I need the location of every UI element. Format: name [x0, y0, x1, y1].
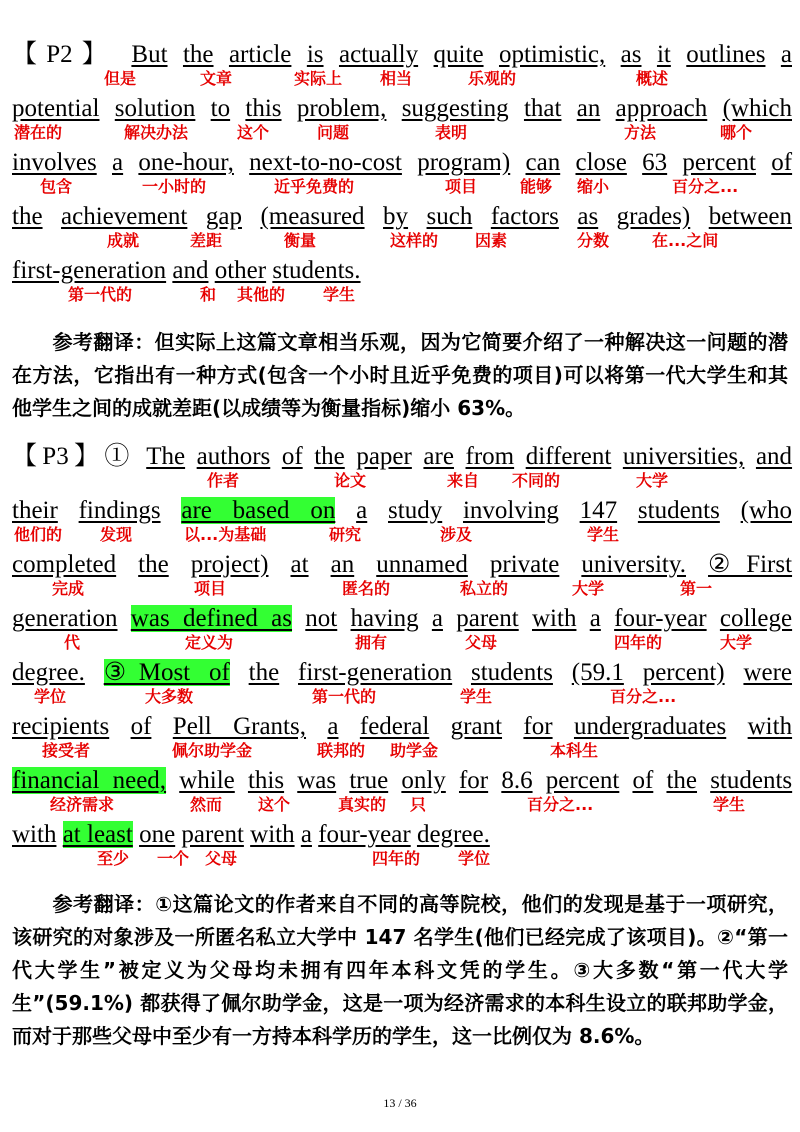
text-line [12, 548, 792, 602]
word: this [245, 95, 282, 122]
word: four-year [614, 605, 707, 632]
gloss: 学生 [323, 285, 356, 304]
text-line [12, 254, 792, 308]
gloss: 这个 [258, 795, 291, 814]
word: parent [181, 821, 244, 848]
gloss: 代 [64, 633, 81, 652]
word: four-year [318, 821, 411, 848]
word: were [743, 659, 793, 686]
english-line [12, 200, 792, 234]
word: students [637, 497, 720, 524]
translation-text: ①这篇论文的作者来自不同的高等院校，他们的发现是基于一项研究，该研究的对象涉及一所匿名私立大学中 147 名学生(他们已经完成了该项目)。②“第一代大学生”被定义为父母均未拥有四年本科文凭的学生。③大多数“第一代大学生”(59.1%) 都获得了佩尔助学金，这是一项为经济需求的本科生设立的联邦助学金，而对于那些父母中至少有一方持本科学历的学生，这一比例仅为 8.6%。 [12, 892, 789, 1048]
gloss: 大学 [572, 579, 605, 598]
word: it [656, 41, 671, 68]
gloss: 学生 [713, 795, 746, 814]
highlighted-phrase: was defined as [130, 605, 293, 632]
gloss: 表明 [435, 123, 468, 142]
highlighted-phrase: at least [62, 821, 133, 848]
word: such [426, 203, 473, 230]
gloss: 因素 [475, 231, 508, 250]
word: the [248, 659, 280, 686]
text-line [12, 656, 792, 710]
gloss-line [12, 230, 792, 252]
word: was [297, 767, 337, 794]
word: true [349, 767, 389, 794]
word: a [300, 821, 312, 848]
gloss: 助学金 [390, 741, 439, 760]
word: for [458, 767, 489, 794]
gloss: 哪个 [720, 123, 753, 142]
gloss: 潜在的 [14, 123, 63, 142]
gloss: 私立的 [460, 579, 509, 598]
gloss: 至少 [97, 849, 130, 868]
word: unnamed [376, 551, 468, 578]
word: Pell Grants, [172, 713, 306, 740]
gloss: 大学 [720, 633, 753, 652]
word: But [131, 41, 168, 68]
word: involves [12, 149, 97, 176]
english-line [12, 92, 792, 126]
highlighted-phrase: are based on [181, 497, 336, 524]
gloss-line [12, 470, 792, 492]
gloss-line [12, 524, 792, 546]
word: findings [78, 497, 161, 524]
paragraph-label: 【P2】 [12, 41, 116, 68]
word: a [780, 41, 792, 68]
word: not [305, 605, 338, 632]
gloss: 大多数 [145, 687, 194, 706]
word: parent [456, 605, 519, 632]
gloss: 本科生 [550, 741, 599, 760]
word: as [620, 41, 642, 68]
gloss: 学位 [34, 687, 67, 706]
gloss: 第一代的 [312, 687, 377, 706]
word: this [247, 767, 285, 794]
gloss: 这个 [237, 123, 270, 142]
word: generation [12, 605, 118, 632]
word: percent) [642, 659, 725, 686]
gloss: 作者 [207, 471, 240, 490]
word: factors [490, 203, 559, 230]
gloss: 项目 [445, 177, 478, 196]
gloss: 百分之... [527, 795, 594, 814]
word: can [525, 149, 561, 176]
gloss: 一小时的 [142, 177, 207, 196]
gloss: 学生 [460, 687, 493, 706]
word: students [710, 767, 793, 794]
english-line [12, 548, 792, 582]
word: actually [338, 41, 419, 68]
gloss-line [12, 122, 792, 144]
word: by [383, 203, 409, 230]
word: an [330, 551, 355, 578]
gloss: 百分之... [672, 177, 739, 196]
gloss: 匿名的 [342, 579, 391, 598]
translation-text: 但实际上这篇文章相当乐观，因为它简要介绍了一种解决这一问题的潜在方法，它指出有一种方式(包含一个小时且近乎免费的项目)可以将第一代大学生和其他学生之间的成就差距(以成绩等为衡量指标)缩小 63%。 [12, 330, 789, 420]
word: having [350, 605, 419, 632]
gloss: 然而 [190, 795, 223, 814]
translation-label: 参考翻译： [52, 330, 155, 354]
gloss: 不同的 [512, 471, 561, 490]
word: with [747, 713, 793, 740]
gloss: 拥有 [355, 633, 388, 652]
word: 147 [579, 497, 618, 524]
word: the [182, 41, 214, 68]
word: ②First [708, 551, 793, 578]
word: first-generation [298, 659, 453, 686]
text-line [12, 146, 792, 200]
gloss: 问题 [317, 123, 350, 142]
gloss: 经济需求 [50, 795, 115, 814]
gloss: 解决办法 [124, 123, 189, 142]
gloss: 在...之间 [652, 231, 719, 250]
paragraph-label: 【P3】① [12, 443, 135, 470]
word: next-to-no-cost [249, 149, 402, 176]
word: recipients [12, 713, 110, 740]
word: a [431, 605, 443, 632]
gloss: 方法 [624, 123, 657, 142]
gloss-line [12, 176, 792, 198]
text-line [12, 710, 792, 764]
word: quite [433, 41, 484, 68]
highlighted-phrase: ③Most of [103, 659, 230, 686]
english-line [12, 818, 792, 852]
word: undergraduates [573, 713, 727, 740]
translation-label: 参考翻译： [52, 892, 156, 916]
paragraph-p3 [12, 440, 792, 872]
word: students. [272, 257, 361, 284]
word: are [423, 443, 454, 470]
word: potential [12, 95, 100, 122]
gloss: 分数 [577, 231, 610, 250]
gloss: 衡量 [284, 231, 317, 250]
word: that [523, 95, 562, 122]
word: one-hour, [138, 149, 234, 176]
gloss: 成就 [107, 231, 140, 250]
word: close [575, 149, 627, 176]
gloss: 第一代的 [68, 285, 133, 304]
gloss: 研究 [329, 525, 362, 544]
english-line [12, 440, 792, 474]
text-line [12, 200, 792, 254]
gloss: 第一 [680, 579, 713, 598]
english-line [12, 710, 792, 744]
word: completed [12, 551, 117, 578]
gloss: 但是 [104, 69, 137, 88]
word: other [214, 257, 267, 284]
gloss-line [12, 794, 792, 816]
gloss-line [12, 284, 792, 306]
word: of [771, 149, 793, 176]
text-line [12, 764, 792, 818]
word: The [146, 443, 186, 470]
gloss: 父母 [205, 849, 238, 868]
english-line [12, 602, 792, 636]
gloss: 实际上 [294, 69, 343, 88]
word: achievement [61, 203, 188, 230]
word: at [290, 551, 309, 578]
translation-p3 [12, 888, 788, 1053]
gloss: 定义为 [185, 633, 234, 652]
word: universities, [622, 443, 745, 470]
word: only [401, 767, 446, 794]
gloss: 学位 [458, 849, 491, 868]
text-line [12, 494, 792, 548]
word: of [130, 713, 152, 740]
word: degree. [12, 659, 85, 686]
gloss: 以...为基础 [184, 525, 267, 544]
word: (which [722, 95, 792, 122]
text-line [12, 602, 792, 656]
word: university. [581, 551, 686, 578]
gloss-line [12, 686, 792, 708]
word: between [708, 203, 793, 230]
word: program) [417, 149, 511, 176]
gloss: 其他的 [237, 285, 286, 304]
word: a [356, 497, 368, 524]
gloss: 文章 [200, 69, 233, 88]
word: (59.1 [571, 659, 624, 686]
gloss: 四年的 [614, 633, 663, 652]
gloss: 来自 [447, 471, 480, 490]
word: 63 [642, 149, 668, 176]
word: college [719, 605, 793, 632]
word: percent [545, 767, 620, 794]
word: is [306, 41, 324, 68]
word: the [138, 551, 169, 578]
word: problem, [296, 95, 387, 122]
gloss: 只 [410, 795, 427, 814]
gloss-line [12, 740, 792, 762]
word: study [388, 497, 443, 524]
word: (measured [260, 203, 365, 230]
word: 8.6 [501, 767, 533, 794]
gloss-line [12, 68, 792, 90]
gloss: 完成 [52, 579, 85, 598]
word: (who [740, 497, 793, 524]
word: a [327, 713, 339, 740]
word: for [523, 713, 553, 740]
word: with [250, 821, 295, 848]
gloss: 缩小 [577, 177, 610, 196]
english-line [12, 254, 792, 288]
word: percent [682, 149, 756, 176]
gloss: 项目 [194, 579, 227, 598]
word: with [12, 821, 57, 848]
gloss: 相当 [380, 69, 413, 88]
word: involving [462, 497, 559, 524]
gloss: 概述 [636, 69, 669, 88]
word: an [576, 95, 601, 122]
english-line [12, 656, 792, 690]
gloss: 父母 [465, 633, 498, 652]
word: outlines [686, 41, 766, 68]
gloss: 发现 [100, 525, 133, 544]
word: as [577, 203, 599, 230]
gloss: 一个 [157, 849, 190, 868]
gloss: 涉及 [440, 525, 473, 544]
word: gap [205, 203, 242, 230]
gloss-line [12, 578, 792, 600]
english-line [12, 494, 792, 528]
word: students [470, 659, 553, 686]
word: to [210, 95, 231, 122]
word: the [12, 203, 43, 230]
gloss: 能够 [520, 177, 553, 196]
word: private [489, 551, 560, 578]
word: solution [114, 95, 196, 122]
highlighted-phrase: financial need, [12, 767, 167, 794]
word: the [666, 767, 698, 794]
gloss-line [12, 632, 792, 654]
word: suggesting [401, 95, 509, 122]
paragraph-p2 [12, 38, 792, 308]
word: grades) [616, 203, 691, 230]
word: first-generation [12, 257, 167, 284]
gloss: 学生 [587, 525, 620, 544]
gloss: 四年的 [372, 849, 421, 868]
word: optimistic, [498, 41, 606, 68]
word: degree. [416, 821, 490, 848]
word: grant [450, 713, 503, 740]
word: approach [615, 95, 708, 122]
word: the [314, 443, 345, 470]
word: one [139, 821, 176, 848]
gloss: 百分之... [610, 687, 677, 706]
text-line [12, 38, 792, 92]
word: project) [190, 551, 269, 578]
gloss-line [12, 848, 792, 870]
gloss: 这样的 [390, 231, 439, 250]
gloss: 接受者 [42, 741, 91, 760]
word: their [12, 497, 58, 524]
gloss: 佩尔助学金 [172, 741, 253, 760]
english-line [12, 38, 792, 72]
word: a [112, 149, 124, 176]
word: a [589, 605, 601, 632]
word: of [281, 443, 303, 470]
gloss: 论文 [334, 471, 367, 490]
word: with [532, 605, 577, 632]
word: while [179, 767, 235, 794]
english-line [12, 146, 792, 180]
word: article [228, 41, 292, 68]
gloss: 乐观的 [468, 69, 517, 88]
page-number: 13 / 36 [383, 1096, 417, 1110]
word: of [632, 767, 654, 794]
word: paper [356, 443, 412, 470]
gloss: 大学 [636, 471, 669, 490]
word: different [525, 443, 612, 470]
gloss: 联邦的 [317, 741, 366, 760]
english-line [12, 764, 792, 798]
text-line [12, 818, 792, 872]
word: and [755, 443, 793, 470]
gloss: 和 [200, 285, 217, 304]
word: from [465, 443, 515, 470]
gloss: 差距 [190, 231, 223, 250]
gloss: 真实的 [338, 795, 387, 814]
gloss: 包含 [40, 177, 73, 196]
word: authors [196, 443, 271, 470]
text-line [12, 92, 792, 146]
word: federal [359, 713, 430, 740]
gloss: 近乎免费的 [274, 177, 355, 196]
text-line [12, 440, 792, 494]
word: and [172, 257, 209, 284]
gloss: 他们的 [14, 525, 63, 544]
translation-p2 [12, 326, 788, 425]
